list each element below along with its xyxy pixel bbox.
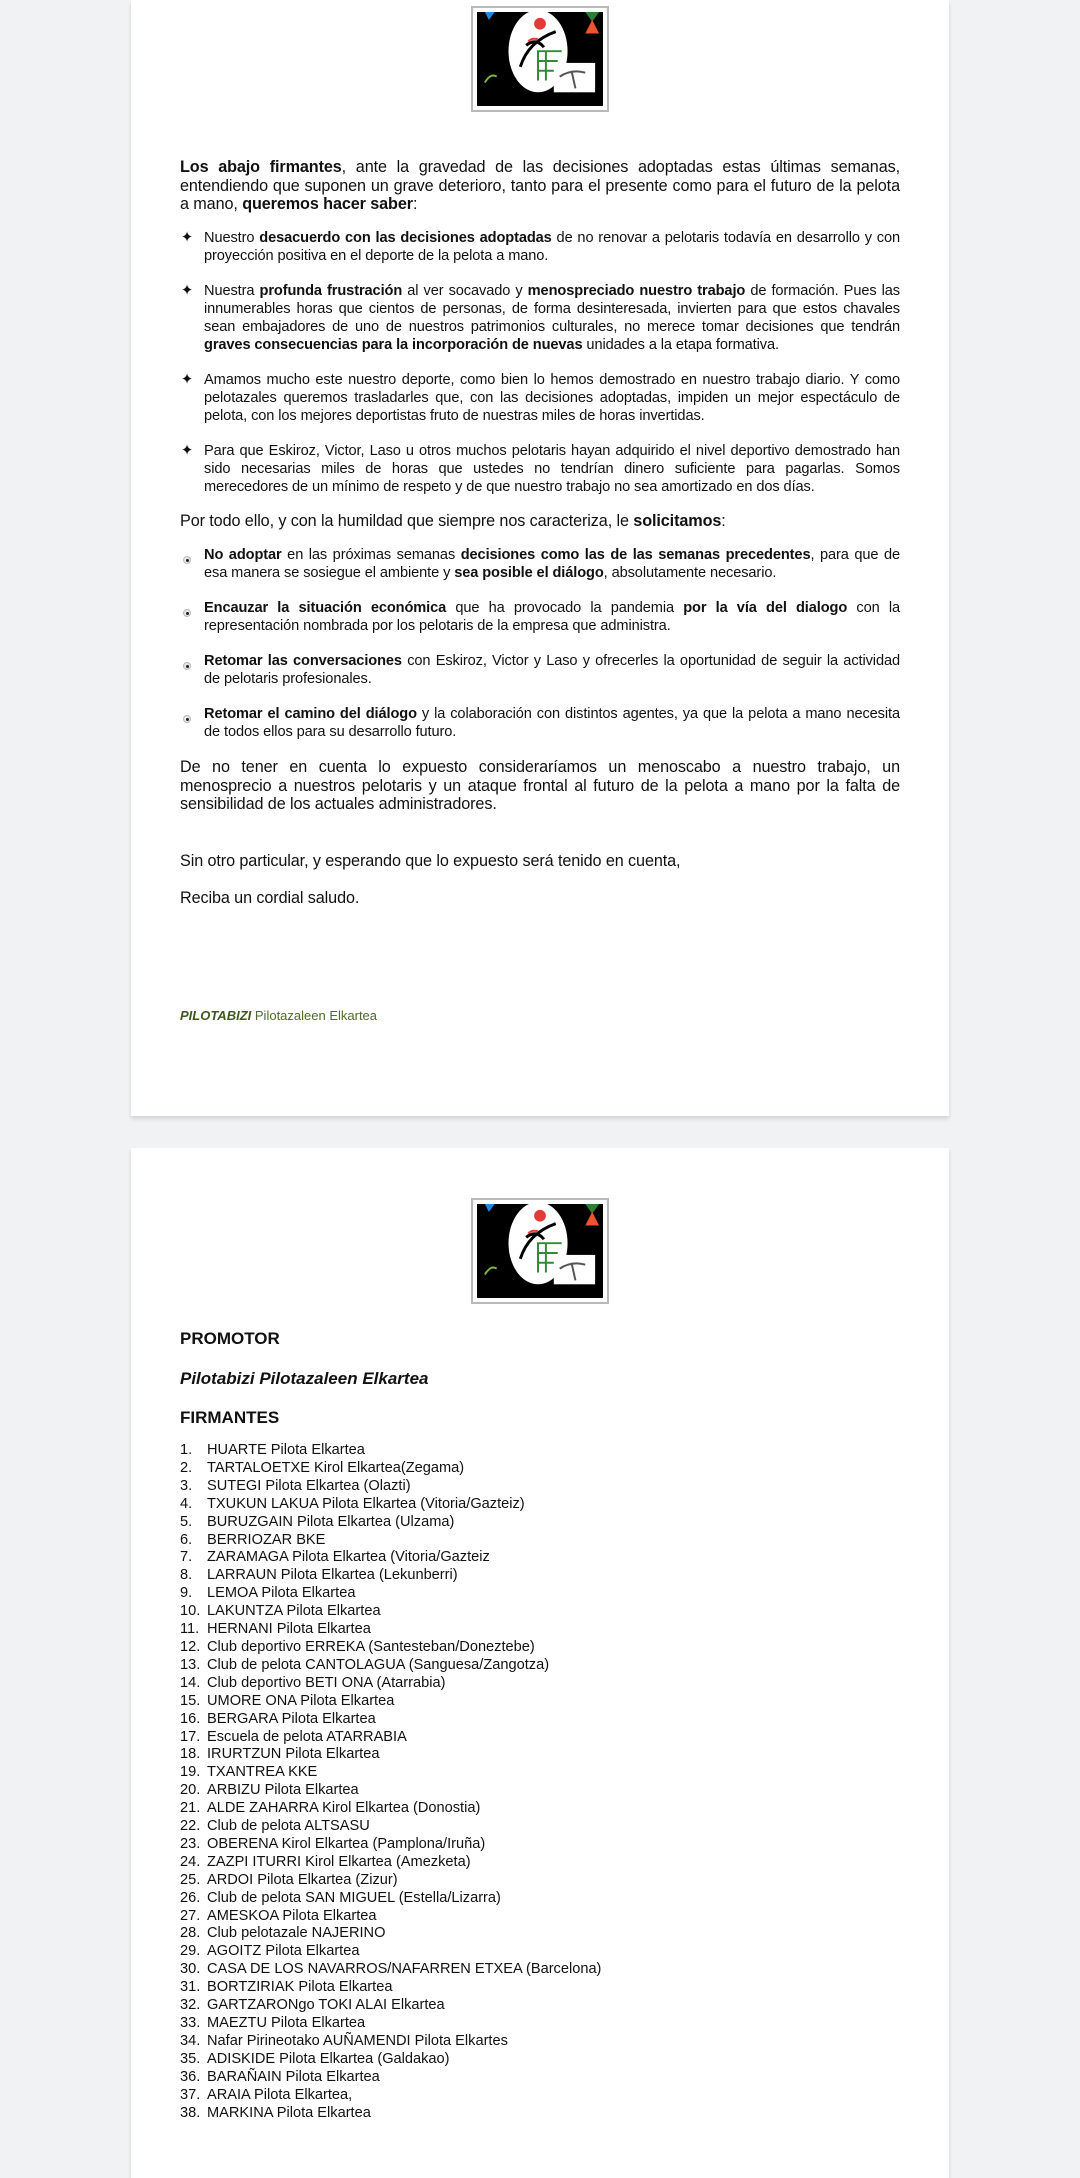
firmante-name: ADISKIDE Pilota Elkartea (Galdakao) (207, 2050, 450, 2067)
firmante-number: 13. (180, 1656, 201, 1673)
text: Amamos mucho este nuestro deporte, como bien lo hemos demostrado en nuestro trabajo diario. Y como pelotazales queremos trasladarles que, con las decisiones adoptadas, impiden un mejor espectáculo de pelota, con los mejores deportistas fruto de nuestras miles de horas invertidas. (204, 371, 900, 424)
bold-text: por la vía del dialogo (683, 600, 848, 616)
firmante-name: HERNANI Pilota Elkartea (207, 1621, 371, 1638)
request-item (180, 652, 900, 688)
firmante-number: 33. (180, 2015, 201, 2031)
text: y la colaboración con distintos agentes, ya que la pelota a mano necesita de todos ellos para su desarrollo futuro. (204, 706, 900, 740)
bold-text: Encauzar la situación económica (204, 600, 447, 616)
firmante-number: 17. (180, 1728, 201, 1745)
text: de no renovar a pelotaris todavía en desarrollo y con proyección positiva en el deporte de la pelota a mano. (204, 229, 900, 264)
firmante-name: Club deportivo ERREKA (Santesteban/Doneztebe) (207, 1638, 535, 1655)
firmante-number: 15. (180, 1692, 201, 1709)
firmante-item (180, 1800, 900, 1818)
firmante-item (180, 1818, 900, 1836)
firmante-item (180, 1836, 900, 1854)
text: al ver socavado y (402, 282, 528, 299)
text: con la representación nombrada por los pelotaris de la empresa que administra. (204, 600, 900, 634)
firmante-number: 3. (180, 1477, 193, 1494)
firmante-item (180, 1532, 900, 1550)
firmante-item (180, 1442, 900, 1460)
firmante-number: 36. (180, 2068, 201, 2085)
firmante-item (180, 1943, 900, 1961)
radio-bullet-icon (180, 705, 194, 723)
document-page-2 (131, 1148, 949, 2178)
firmante-number: 27. (180, 1907, 201, 1924)
firmante-name: TARTALOETXE Kirol Elkartea(Zegama) (207, 1459, 465, 1476)
firmante-item (180, 1925, 900, 1943)
firmante-item (180, 1657, 900, 1675)
firmante-name: TXUKUN LAKUA Pilota Elkartea (Vitoria/Gazteiz) (207, 1495, 525, 1512)
text: de formación. Pues las innumerables horas que cientos de personas, de forma desinteresada, invierten para que estos chavales sean embajadores de uno de nuestros patrimonios culturales, no merece tomar decisiones que tendrán (204, 282, 901, 335)
firmante-number: 9. (180, 1585, 193, 1602)
firmante-name: IRURTZUN Pilota Elkartea (207, 1746, 380, 1763)
firmante-name: ALDE ZAHARRA Kirol Elkartea (Donostia) (207, 1800, 481, 1817)
firmante-item (180, 2105, 900, 2123)
firmante-number: 35. (180, 2050, 201, 2067)
text: que ha provocado la pandemia (446, 600, 684, 616)
bold-text: decisiones como las de las semanas precedentes (460, 547, 811, 563)
pilotabizi-logo-graphic (477, 1204, 603, 1298)
request-text (204, 600, 900, 634)
firmante-number: 25. (180, 1871, 201, 1888)
text: , para que de esa manera se sosiegue el ambiente y (204, 547, 900, 581)
point-text (204, 283, 900, 353)
firmante-item (180, 1764, 900, 1782)
firmante-number: 38. (180, 2104, 201, 2121)
firmante-item (180, 1639, 900, 1657)
intro-text: , ante la gravedad de las decisiones adoptadas estas últimas semanas, entendiendo que suponen un grave deterioro, tanto para el presente como para el futuro de la pelota a mano, (180, 158, 900, 213)
point-item (180, 282, 900, 354)
firmante-number: 29. (180, 1943, 201, 1960)
firmante-number: 37. (180, 2086, 201, 2103)
firmante-number: 10. (180, 1603, 201, 1620)
firmante-name: SUTEGI Pilota Elkartea (Olazti) (207, 1477, 411, 1494)
firmante-item (180, 1460, 900, 1478)
firmante-item (180, 1979, 900, 1997)
firmante-name: Club deportivo BETI ONA (Atarrabia) (207, 1674, 446, 1691)
firmante-name: ARDOI Pilota Elkartea (Zizur) (207, 1871, 398, 1888)
firmante-name: HUARTE Pilota Elkartea (207, 1442, 365, 1458)
point-text (204, 372, 900, 424)
firmante-item (180, 2033, 900, 2051)
firmante-name: ZARAMAGA Pilota Elkartea (Vitoria/Gazteiz (207, 1549, 490, 1566)
document-page-1 (131, 0, 949, 1116)
firmante-number: 28. (180, 1925, 201, 1942)
firmante-item (180, 2015, 900, 2033)
firmante-name: Club pelotazale NAJERINO (207, 1925, 386, 1942)
footer-brand (180, 1008, 900, 1023)
firmante-item (180, 1890, 900, 1908)
firmante-item (180, 1514, 900, 1532)
firmante-name: ARAIA Pilota Elkartea, (207, 2086, 353, 2103)
firmante-number: 22. (180, 1818, 201, 1835)
firmante-number: 5. (180, 1513, 193, 1530)
firmante-number: 23. (180, 1835, 201, 1852)
firmante-number: 31. (180, 1979, 201, 1996)
firmante-name: AGOITZ Pilota Elkartea (207, 1943, 360, 1960)
firmante-item (180, 1567, 900, 1585)
request-text (204, 547, 900, 581)
firmante-item (180, 1854, 900, 1872)
bold-text: desacuerdo con las decisiones adoptadas (259, 229, 552, 246)
firmante-name: GARTZARONgo TOKI ALAI Elkartea (207, 1997, 445, 2014)
firmante-item (180, 2069, 900, 2087)
point-text (204, 443, 900, 495)
intro-colon: : (412, 195, 418, 213)
request-intro (180, 512, 900, 531)
star-bullet-icon: ✦ (180, 281, 194, 299)
firmante-item (180, 2051, 900, 2069)
request-intro-colon: : (721, 511, 726, 530)
request-item (180, 546, 900, 582)
pilotabizi-logo (471, 6, 609, 112)
text: Para que Eskiroz, Victor, Laso u otros muchos pelotaris hayan adquirido el nivel deportivo demostrado han sido necesarias miles de horas que ustedes no tendrían dinero suficiente para pagarlas. Somos merecedores de un mínimo de respeto y de que nuestro trabajo no sea amortizado en dos días. (204, 442, 900, 495)
firmante-item (180, 1496, 900, 1514)
firmante-name: MARKINA Pilota Elkartea (207, 2104, 371, 2121)
bold-text: Retomar el camino del diálogo (204, 706, 417, 722)
request-intro-bold: solicitamos (633, 511, 722, 530)
text: , absolutamente necesario. (603, 565, 777, 581)
bold-text: graves consecuencias para la incorporación de nuevas (204, 336, 583, 353)
firmante-name: Club de pelota ALTSASU (207, 1818, 370, 1835)
firmante-name: AMESKOA Pilota Elkartea (207, 1907, 377, 1924)
bold-text: profunda frustración (259, 282, 403, 299)
points-list (180, 229, 900, 496)
bold-text: No adoptar (204, 547, 282, 563)
firmante-number: 30. (180, 1961, 201, 1978)
firmantes-heading: FIRMANTES (180, 1408, 280, 1427)
firmante-number: 24. (180, 1853, 201, 1870)
radio-bullet-icon (180, 546, 194, 564)
firmante-number: 7. (180, 1549, 193, 1566)
text: con Eskiroz, Victor y Laso y ofrecerles la oportunidad de seguir la actividad de pelotaris profesionales. (204, 653, 900, 687)
firmante-name: BURUZGAIN Pilota Elkartea (Ulzama) (207, 1513, 455, 1530)
closing-paragraph: De no tener en cuenta lo expuesto consideraríamos un menoscabo a nuestro trabajo, un menosprecio a nuestros pelotaris y un ataque frontal al futuro de la pelota a mano por la falta de sensibilidad de los actuales administradores. (180, 758, 900, 813)
firmante-number: 26. (180, 1889, 201, 1906)
intro-paragraph (180, 158, 900, 214)
firmante-number: 34. (180, 2032, 201, 2049)
text: unidades a la etapa formativa. (582, 336, 779, 353)
promotor-name: Pilotabizi Pilotazaleen Elkartea (180, 1369, 429, 1388)
firmante-item (180, 1746, 900, 1764)
firmante-item (180, 1908, 900, 1926)
firmante-name: BERRIOZAR BKE (207, 1531, 326, 1548)
firmante-item (180, 1478, 900, 1496)
point-item (180, 371, 900, 425)
firmante-number: 12. (180, 1638, 201, 1655)
footer-org-name: Pilotazaleen Elkartea (254, 1007, 378, 1023)
request-intro-text: Por todo ello, y con la humildad que siempre nos caracteriza, le (180, 511, 634, 530)
star-bullet-icon: ✦ (180, 370, 194, 388)
radio-bullet-icon (180, 652, 194, 670)
firmante-number: 14. (180, 1674, 201, 1691)
firmante-name: UMORE ONA Pilota Elkartea (207, 1692, 395, 1709)
text: Nuestra (204, 282, 260, 299)
firmante-name: LARRAUN Pilota Elkartea (Lekunberri) (207, 1567, 458, 1584)
firmante-number: 20. (180, 1782, 201, 1799)
requests-list (180, 546, 900, 741)
pilotabizi-logo (471, 1198, 609, 1304)
firmante-name: ZAZPI ITURRI Kirol Elkartea (Amezketa) (207, 1853, 471, 1870)
firmante-item (180, 1585, 900, 1603)
firmante-name: MAEZTU Pilota Elkartea (207, 2015, 366, 2031)
firmante-number: 32. (180, 1997, 201, 2014)
request-text (204, 706, 900, 740)
firmante-item (180, 1997, 900, 2015)
firmante-name: BERGARA Pilota Elkartea (207, 1710, 376, 1727)
firmante-number: 1. (180, 1442, 193, 1458)
firmante-name: Club de pelota SAN MIGUEL (Estella/Lizarra) (207, 1889, 501, 1906)
firmante-item (180, 1782, 900, 1800)
firmante-name: OBERENA Kirol Elkartea (Pamplona/Iruña) (207, 1835, 486, 1852)
request-item (180, 599, 900, 635)
firmante-item (180, 1729, 900, 1747)
firmante-name: ARBIZU Pilota Elkartea (207, 1782, 359, 1799)
firmante-item (180, 2087, 900, 2105)
point-item (180, 229, 900, 265)
firmante-name: LAKUNTZA Pilota Elkartea (207, 1603, 381, 1620)
radio-bullet-icon (180, 599, 194, 617)
intro-bold-start: Los abajo firmantes (180, 158, 342, 176)
footer-brand-name: PILOTABIZI (180, 1007, 252, 1023)
text: en las próximas semanas (281, 547, 461, 563)
firmante-name: BORTZIRIAK Pilota Elkartea (207, 1979, 393, 1996)
firmante-number: 11. (180, 1621, 200, 1638)
firmante-name: TXANTREA KKE (207, 1764, 318, 1781)
firmante-name: Club de pelota CANTOLAGUA (Sanguesa/Zangotza) (207, 1656, 550, 1673)
firmante-item (180, 1549, 900, 1567)
promotor-heading: PROMOTOR (180, 1329, 280, 1348)
firmante-number: 6. (180, 1531, 193, 1548)
firmantes-list (180, 1442, 900, 2122)
point-text (204, 230, 900, 264)
firmante-number: 16. (180, 1710, 201, 1727)
bold-text: Retomar las conversaciones (204, 653, 402, 669)
firmante-number: 2. (180, 1459, 193, 1476)
request-text (204, 653, 900, 687)
firmante-item (180, 1711, 900, 1729)
point-item (180, 442, 900, 496)
firmante-name: CASA DE LOS NAVARROS/NAFARREN ETXEA (Barcelona) (207, 1961, 602, 1978)
firmante-name: BARAÑAIN Pilota Elkartea (207, 2068, 380, 2085)
intro-bold-end: queremos hacer saber (242, 195, 413, 213)
text: Nuestro (204, 229, 260, 246)
bold-text: sea posible el diálogo (454, 565, 604, 581)
firmante-number: 19. (180, 1764, 201, 1781)
firmante-name: LEMOA Pilota Elkartea (207, 1585, 356, 1602)
request-item (180, 705, 900, 741)
firmante-number: 21. (180, 1800, 201, 1817)
firmante-item (180, 1621, 900, 1639)
bold-text: menospreciado nuestro trabajo (527, 282, 746, 299)
star-bullet-icon: ✦ (180, 441, 194, 459)
farewell-line-2: Reciba un cordial saludo. (180, 889, 360, 907)
star-bullet-icon: ✦ (180, 228, 194, 246)
firmante-number: 8. (180, 1567, 193, 1584)
firmante-item (180, 1961, 900, 1979)
firmante-item (180, 1675, 900, 1693)
pilotabizi-logo-graphic (477, 12, 603, 106)
firmante-name: Nafar Pirineotako AUÑAMENDI Pilota Elkartes (207, 2032, 508, 2049)
farewell-line-1: Sin otro particular, y esperando que lo expuesto será tenido en cuenta, (180, 851, 681, 870)
firmante-number: 18. (180, 1746, 201, 1763)
firmante-number: 4. (180, 1495, 193, 1512)
firmante-name: Escuela de pelota ATARRABIA (207, 1728, 407, 1745)
firmante-item (180, 1603, 900, 1621)
firmante-item (180, 1693, 900, 1711)
firmante-item (180, 1872, 900, 1890)
